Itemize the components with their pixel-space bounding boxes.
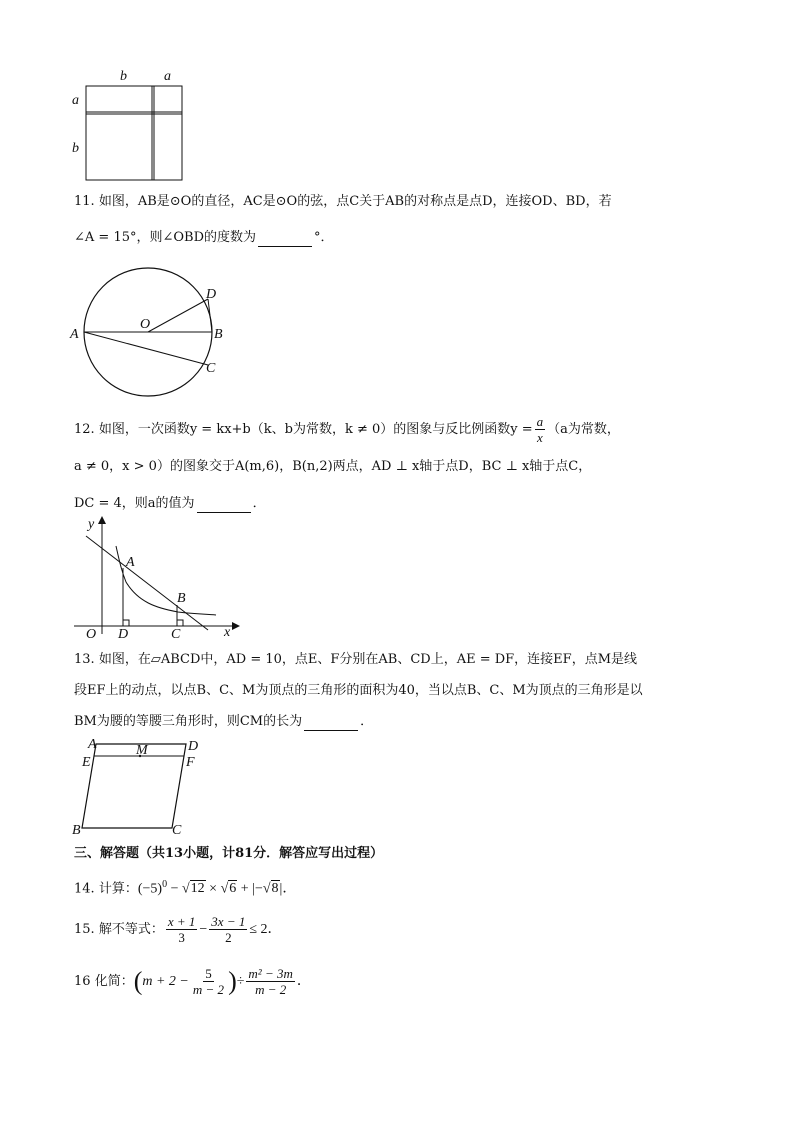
q14-number: 14.: [74, 881, 95, 897]
q14-expr-a: (−5): [137, 881, 163, 897]
q15-frac1: [166, 914, 198, 945]
q12-text-3b: ．: [252, 496, 266, 511]
label-C: C: [206, 361, 216, 376]
q13-text-3a: BM为腰的等腰三角形时，则CM的长为: [74, 714, 303, 729]
q13-line3: [74, 713, 373, 731]
q12-line3: [74, 495, 266, 513]
q16-div: ÷: [236, 974, 245, 989]
q12-fraction: [535, 414, 546, 445]
q16-lparen: (: [133, 966, 143, 996]
label-B: B: [214, 327, 223, 342]
q12-text-2: a ≠ 0，x > 0）的图象交于A(m,6)，B(n,2)两点，AD ⊥ x轴于点D，BC ⊥ x轴于点C，: [74, 459, 592, 474]
q15-f2-num: 3x − 1: [211, 914, 246, 929]
label-A3: A: [88, 737, 97, 752]
label-left-a: a: [72, 93, 79, 108]
q14-times: ×: [205, 881, 221, 897]
q16-f2-den: m − 2: [255, 982, 287, 997]
label-F3: F: [186, 755, 195, 770]
q12-text-1a: 如图，一次函数y = kx+b（k、b为常数，k ≠ 0）的图象与反比例函数y =: [98, 422, 533, 437]
q14-expr-b: −: [167, 881, 182, 897]
q13-number: 13.: [74, 652, 95, 667]
q15-line: [74, 914, 282, 946]
label-D2: D: [118, 627, 129, 642]
q16-line: [74, 964, 311, 1000]
q16-frac2: [246, 966, 294, 997]
label-A: A: [70, 327, 79, 342]
q12-number: 12.: [74, 422, 95, 437]
q11-text-1: 如图，AB是⊙O的直径，AC是⊙O的弦，点C关于AB的对称点是点D，连接OD、BD，若: [98, 194, 612, 209]
section-3-title: 三、解答题（共13小题，计81分．解答应写出过程）: [74, 846, 384, 861]
q15-f2-den: 2: [225, 930, 232, 945]
parallelogram-figure: [66, 736, 216, 840]
label-A2: A: [126, 555, 135, 570]
q12-line1: [74, 414, 620, 445]
q14-r8: 8: [271, 881, 279, 897]
q14-r6: 6: [229, 881, 237, 897]
circle-svg: [66, 264, 236, 404]
label-B2: B: [177, 591, 186, 606]
q13-line1: [74, 651, 637, 669]
circle-figure: [66, 264, 236, 404]
label-C3: C: [172, 823, 182, 838]
q11-text-2b: °．: [314, 230, 334, 245]
q15-f1-den: 3: [178, 930, 185, 945]
q14-plus: + |−: [237, 881, 263, 897]
parallelogram-svg: [66, 736, 216, 840]
q13-text-2: 段EF上的动点，以点B、C、M为顶点的三角形的面积为40，当以点B、C、M为顶点的三角形是以: [74, 683, 643, 698]
q11-line1: [74, 193, 612, 211]
q11-text-2a: ∠A = 15°，则∠OBD的度数为: [74, 230, 257, 245]
q13-text-3b: ．: [360, 714, 374, 729]
q13-answer-blank[interactable]: [304, 716, 358, 731]
q12-frac-num: a: [536, 414, 544, 429]
square-grid-svg: [66, 64, 196, 184]
q15-rest: ≤ 2．: [249, 922, 282, 937]
q11-answer-blank[interactable]: [258, 232, 312, 247]
q12-text-1b: （a为常数，: [547, 422, 620, 437]
q14-text: 计算：: [98, 881, 138, 897]
q16-number: 16: [74, 974, 91, 989]
q15-frac2: [209, 914, 247, 945]
q15-f1-num: x + 1: [167, 914, 196, 929]
label-D: D: [206, 287, 217, 302]
label-left-b: b: [72, 141, 79, 156]
label-O: O: [140, 317, 151, 332]
label-D3: D: [188, 739, 199, 754]
label-origin: O: [86, 627, 97, 642]
q14-exp: 0: [162, 879, 168, 890]
q16-rparen: ): [228, 966, 237, 996]
label-top-a: a: [164, 69, 171, 84]
q14-line: 14. 计算：$(-5)^0 - √12 \times √6 + |-√8|$．: [74, 879, 297, 897]
section-3-heading: [74, 845, 383, 863]
q16-frac1: [191, 966, 226, 997]
q15-number: 15.: [74, 922, 95, 937]
q11-number: 11.: [74, 194, 95, 209]
label-M3: M: [136, 743, 148, 758]
q15-minus: −: [199, 922, 208, 937]
q14-r12: 12: [190, 881, 205, 897]
square-grid-figure: [66, 64, 196, 184]
q16-f2-num: m² − 3m: [248, 966, 293, 981]
q15-text: 解不等式：: [98, 922, 164, 937]
q13-text-1: 如图，在▱ABCD中，AD = 10，点E、F分别在AB、CD上，AE = DF，连接EF，点M是线: [98, 652, 638, 667]
q12-line2: [74, 458, 591, 476]
label-top-b: b: [120, 69, 127, 84]
q11-line2: [74, 229, 334, 247]
q16-f1-num: 5: [205, 966, 212, 981]
label-y: y: [88, 517, 95, 532]
q16-f1-den: m − 2: [192, 982, 225, 997]
q12-text-3a: DC = 4，则a的值为: [74, 496, 195, 511]
coordinate-svg: [66, 512, 246, 642]
coordinate-figure: [66, 512, 246, 642]
label-B3: B: [72, 823, 81, 838]
label-x: x: [224, 625, 231, 640]
label-C2: C: [171, 627, 181, 642]
q16-end: ．: [296, 974, 311, 989]
q13-line2: [74, 682, 643, 700]
q14-end: |．: [279, 881, 297, 897]
q16-pre: m + 2 −: [142, 974, 189, 989]
label-E3: E: [82, 755, 91, 770]
q12-answer-blank[interactable]: [197, 498, 251, 513]
q16-text: 化简：: [94, 974, 134, 989]
q12-frac-den: x: [537, 430, 543, 445]
